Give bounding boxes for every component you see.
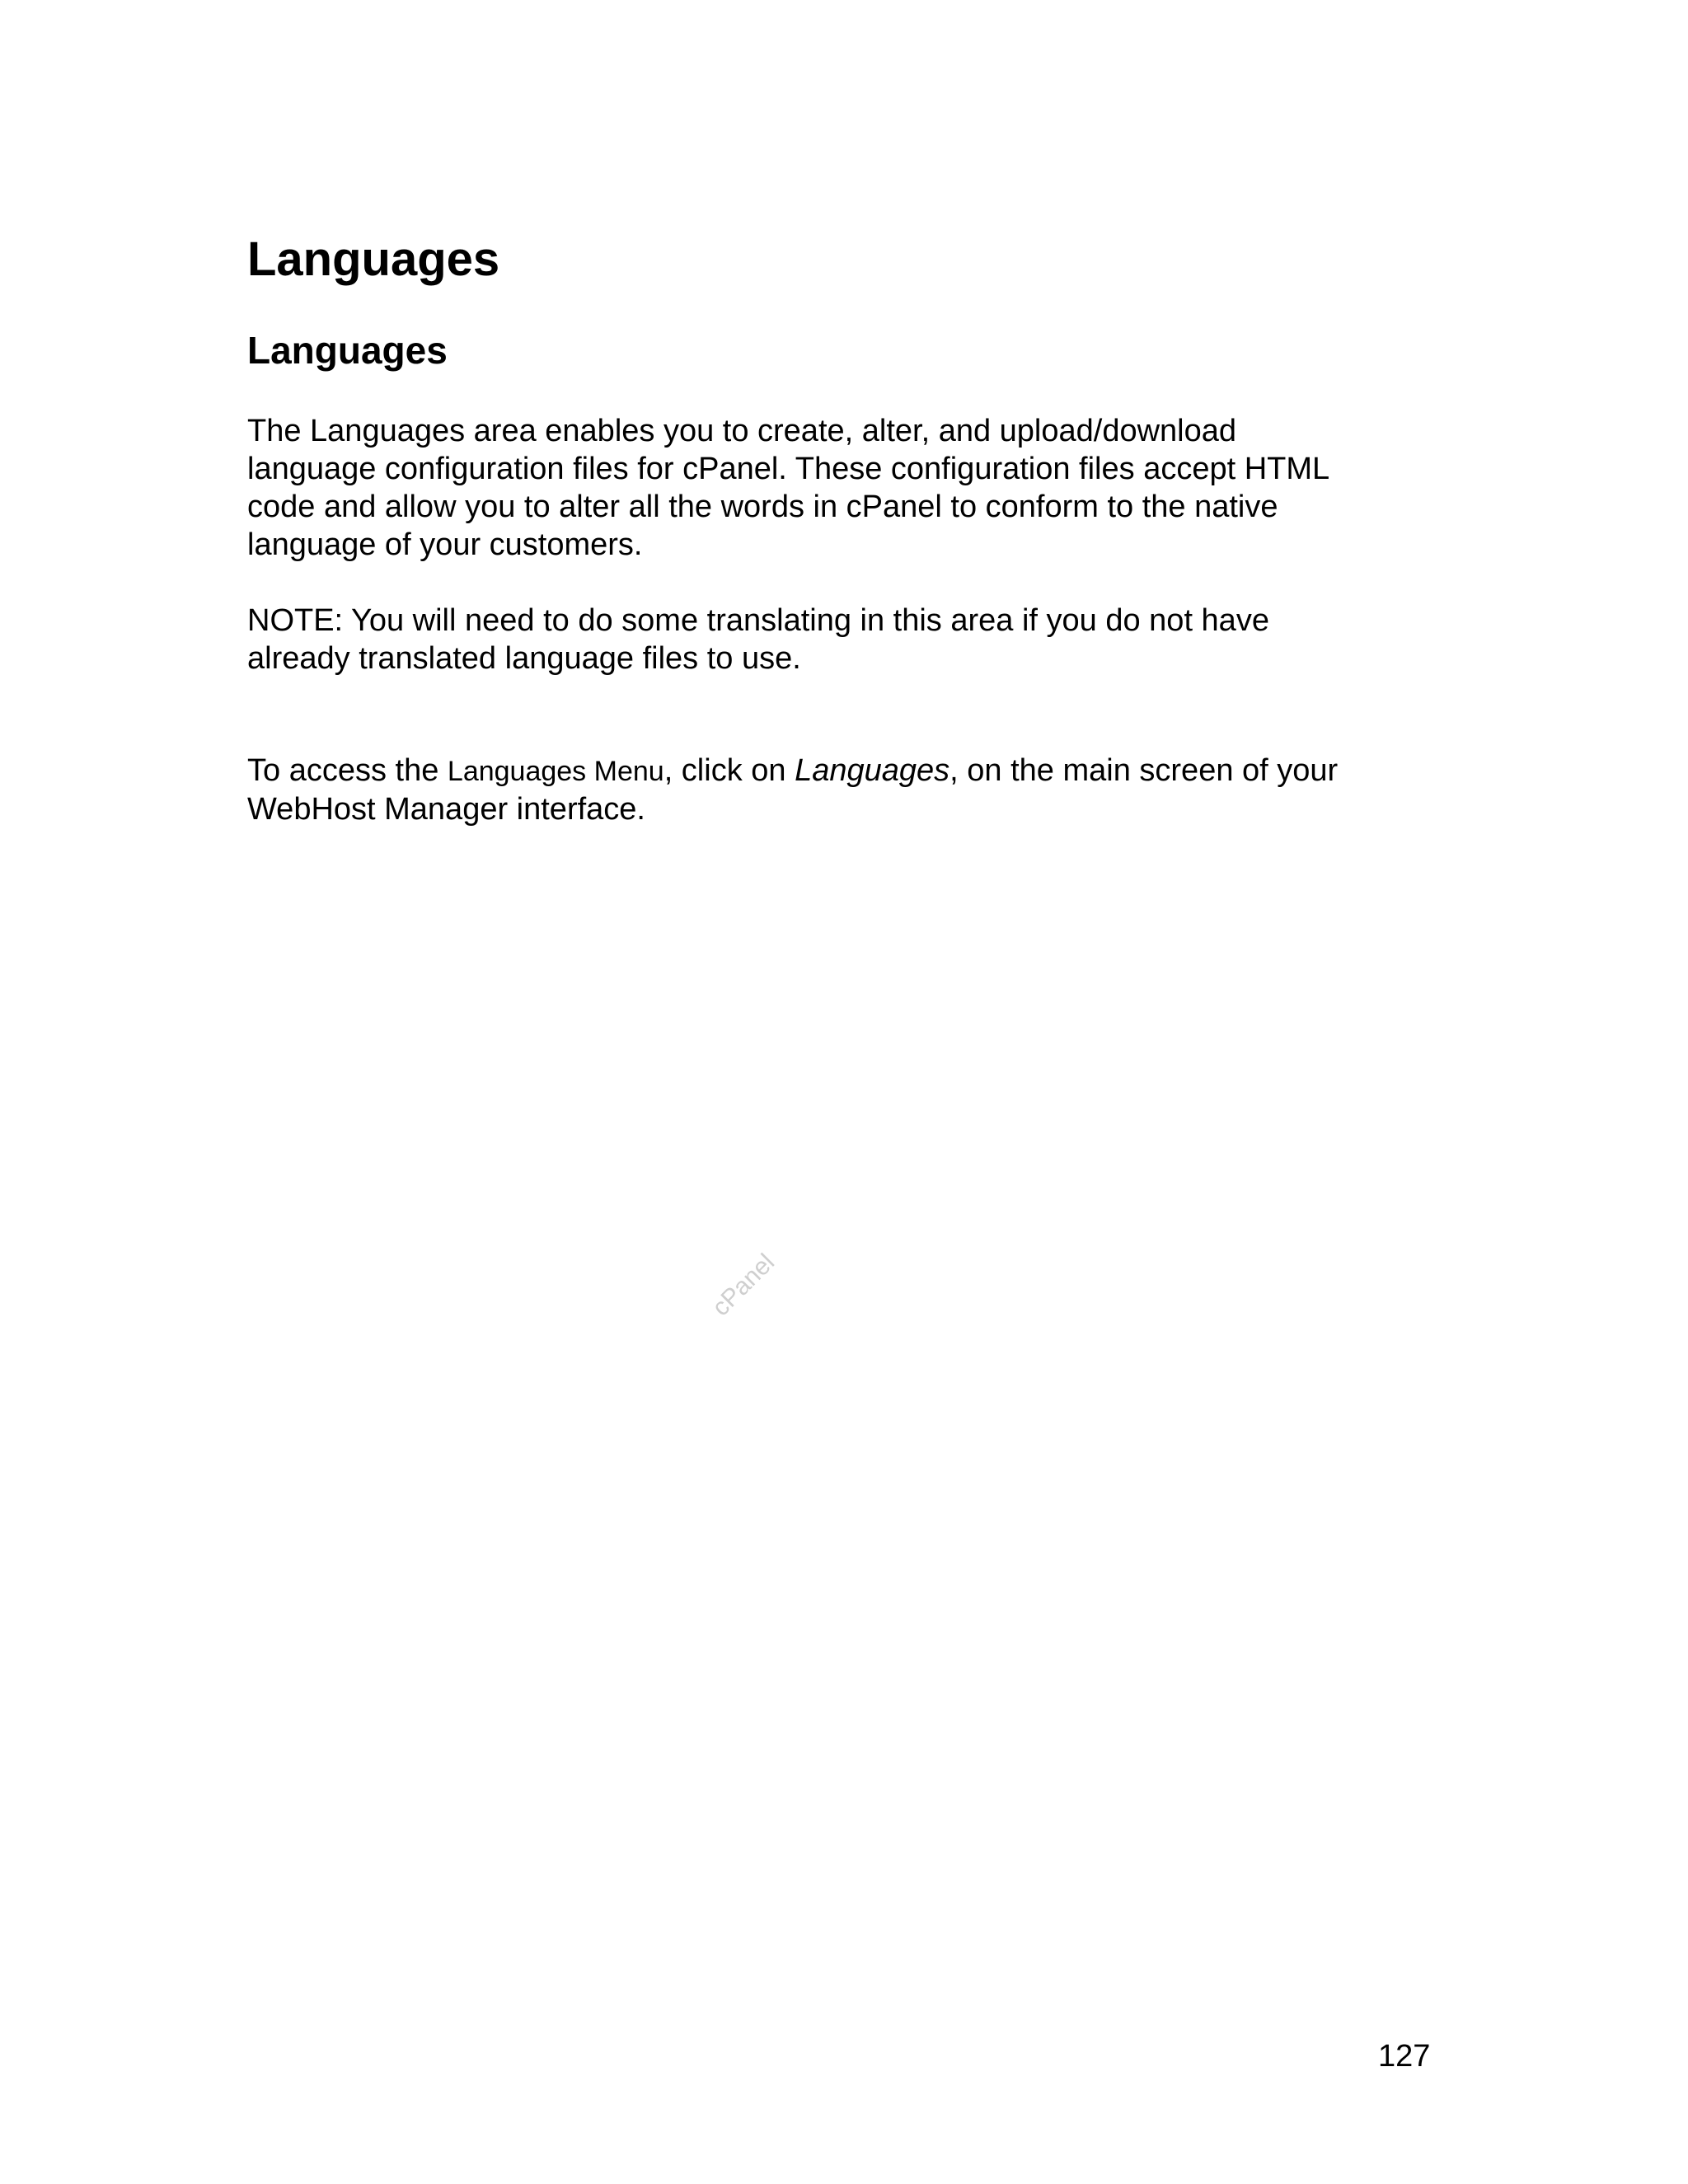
access-text-2: , click on [663, 753, 795, 788]
note-line-1: NOTE: You will need to do some translating in this area if you do not have [247, 603, 1269, 638]
access-text-1: To access the [247, 753, 448, 788]
access-paragraph [247, 752, 1451, 828]
languages-link-label: Languages [795, 753, 950, 788]
languages-menu-label: Languages Menu [447, 756, 664, 787]
intro-line-4: language of your customers. [247, 527, 643, 562]
note-line-2: already translated language files to use. [247, 641, 801, 676]
access-text-3: , on the main screen of your [950, 753, 1339, 788]
intro-line-2: language configuration files for cPanel. These configuration files accept HTML [247, 452, 1330, 486]
cpanel-watermark: cPanel [706, 1249, 781, 1322]
page-number: 127 [1378, 2039, 1431, 2074]
intro-paragraph [247, 412, 1451, 564]
intro-line-1: The Languages area enables you to create, alter, and upload/download [247, 414, 1237, 448]
note-paragraph [247, 602, 1451, 677]
intro-line-3: code and allow you to alter all the words in cPanel to conform to the native [247, 490, 1278, 524]
page-title: Languages [247, 232, 500, 286]
access-line-2: WebHost Manager interface. [247, 792, 645, 827]
access-line-1 [247, 752, 1451, 790]
section-title: Languages [247, 329, 448, 372]
